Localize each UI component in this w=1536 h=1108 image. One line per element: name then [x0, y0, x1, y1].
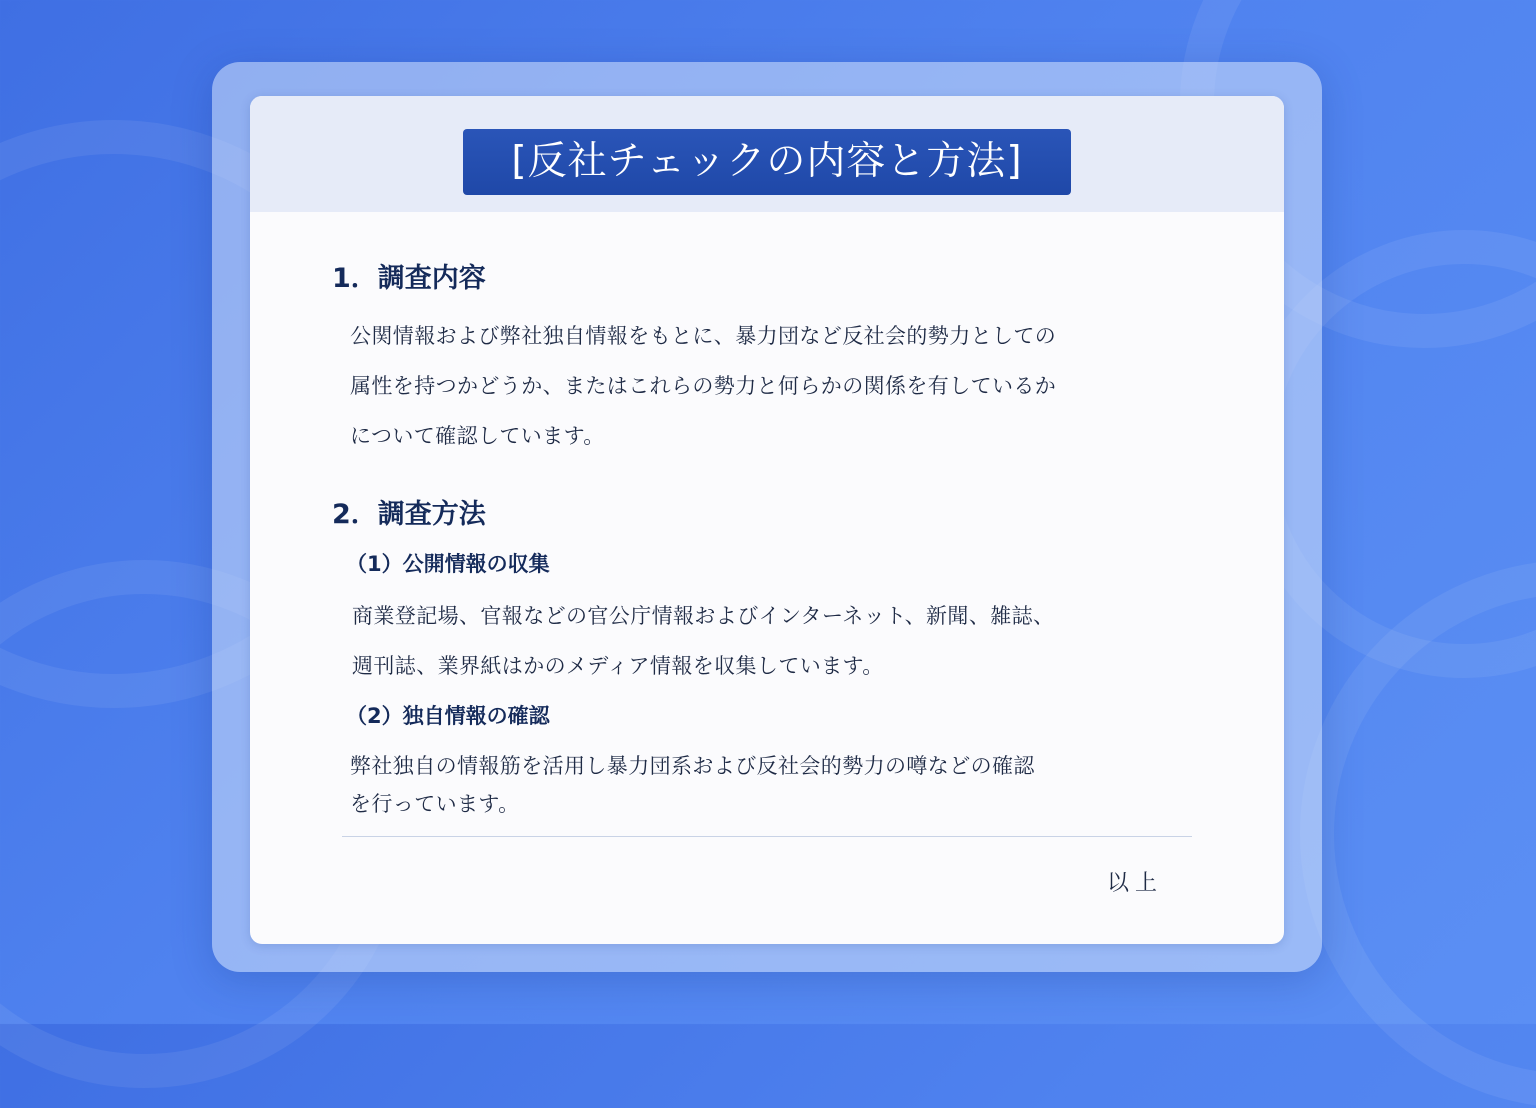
paragraph-line: を行っています。 [350, 792, 520, 816]
divider [342, 836, 1192, 837]
section-heading-investigation-method: 2．調査方法 [332, 499, 486, 530]
paragraph-line: 商業登記場、官報などの官公庁情報およびインターネット、新聞、雑誌、 [352, 604, 1055, 628]
paragraph-line: 属性を持つかどうか、またはこれらの勢力と何らかの関係を有しているか [350, 374, 1057, 398]
paragraph-line: 弊社独自の情報筋を活用し暴力団系および反社会的勢力の噂などの確認 [350, 754, 1035, 778]
closing-text: 以上 [1107, 871, 1164, 896]
paragraph-line: 週刊誌、業界紙はかのメディア情報を収集しています。 [352, 654, 884, 678]
document-card [250, 96, 1284, 944]
paragraph-line: について確認しています。 [350, 424, 605, 448]
document-header [250, 96, 1284, 212]
subsection-heading-public-info: （1）公開情報の収集 [346, 552, 550, 576]
subsection-heading-proprietary-info: （2）独自情報の確認 [346, 704, 550, 728]
background-decoration [1300, 560, 1536, 1108]
section-heading-investigation-content: 1．調査内容 [332, 263, 486, 294]
paragraph-line: 公関情報および弊社独自情報をもとに、暴力団など反社会的勢力としての [350, 324, 1057, 348]
document-title: [反社チェックの内容と方法] [463, 129, 1071, 195]
